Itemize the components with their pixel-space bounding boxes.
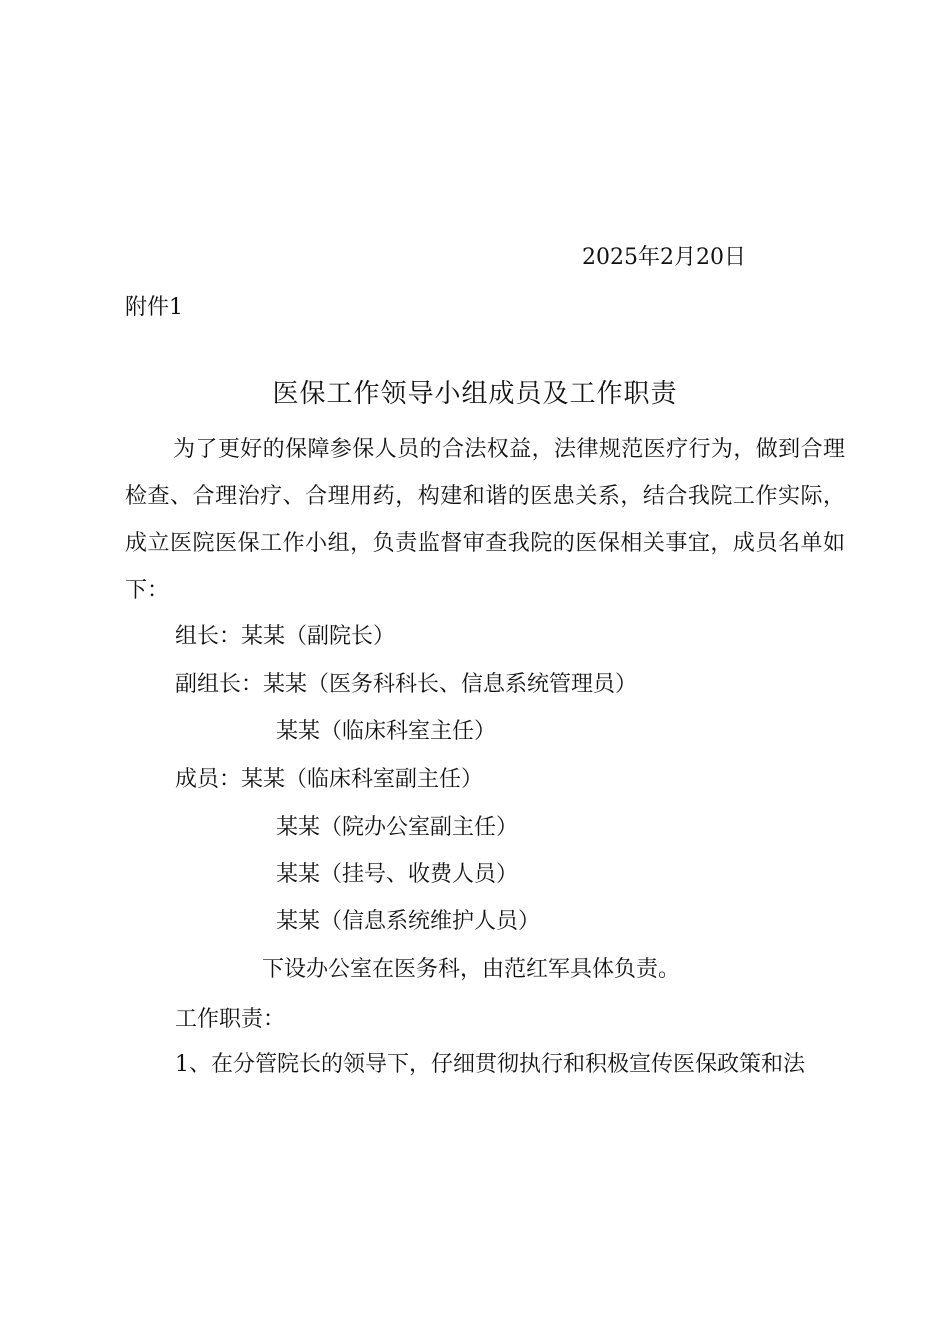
office-line: 下设办公室在医务科，由范红军具体负责。 [262,957,681,982]
leader-line: 组长：某某（副院长） [175,624,396,649]
document-date: 2025年2月20日 [582,245,746,270]
intro-paragraph: 为了更好的保障参保人员的合法权益，法律规范医疗行为，做到合理检查、合理治疗、合理用药，构建和谐的医患关系，结合我院工作实际，成立医院医保工作小组，负责监督审查我院的医保相关事宜，成员名单如下： [125,437,845,603]
member-line-2: 某某（院办公室副主任） [276,815,519,840]
deputy-leader-line: 副组长：某某（医务科科长、信息系统管理员） [175,672,638,697]
member-line: 成员：某某（临床科室副主任） [175,767,484,792]
member-line-3: 某某（挂号、收费人员） [276,862,519,887]
duty-item: 1、在分管院长的领导下，仔细贯彻执行和积极宣传医保政策和法 [175,1052,805,1077]
member-line-4: 某某（信息系统维护人员） [276,909,541,934]
document-title: 医保工作领导小组成员及工作职责 [272,379,678,409]
deputy-leader-line-2: 某某（临床科室主任） [276,719,497,744]
duties-heading: 工作职责： [175,1007,286,1032]
attachment-label: 附件1 [125,295,183,320]
